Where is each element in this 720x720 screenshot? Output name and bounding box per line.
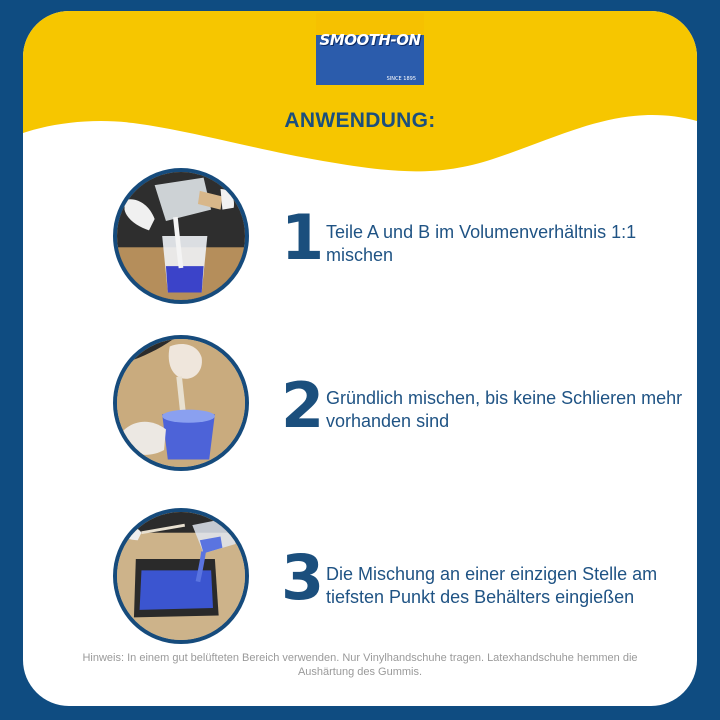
step-3-number: 3 — [281, 541, 325, 614]
stirring-illustration — [117, 339, 245, 467]
pouring-illustration — [117, 512, 245, 640]
step-2-number: 2 — [281, 369, 325, 442]
logo-wordmark: SMOOTH-ON — [319, 31, 421, 49]
step-1-number: 1 — [281, 201, 325, 274]
step-3-photo — [113, 508, 249, 644]
page-title: ANWENDUNG: — [284, 109, 436, 132]
safety-note: Hinweis: In einem gut belüfteten Bereich verwenden. Nur Vinylhandschuhe tragen. Latexhandschuhe hemmen die Aushärtung des Gummis. — [82, 652, 638, 678]
instruction-card — [23, 11, 697, 706]
logo-since-text: SINCE 1895 — [386, 76, 416, 82]
step-2-text: Gründlich mischen, bis keine Schlieren mehr vorhanden sind — [326, 388, 683, 431]
mixing-cups-illustration — [117, 172, 245, 300]
step-1-text: Teile A und B im Volumenverhältnis 1:1 mischen — [326, 222, 637, 265]
brand-logo — [316, 13, 424, 83]
step-3-text: Die Mischung an einer einzigen Stelle am tiefsten Punkt des Behälters eingießen — [326, 564, 658, 607]
step-1-photo — [113, 168, 249, 304]
step-2-photo — [113, 335, 249, 471]
